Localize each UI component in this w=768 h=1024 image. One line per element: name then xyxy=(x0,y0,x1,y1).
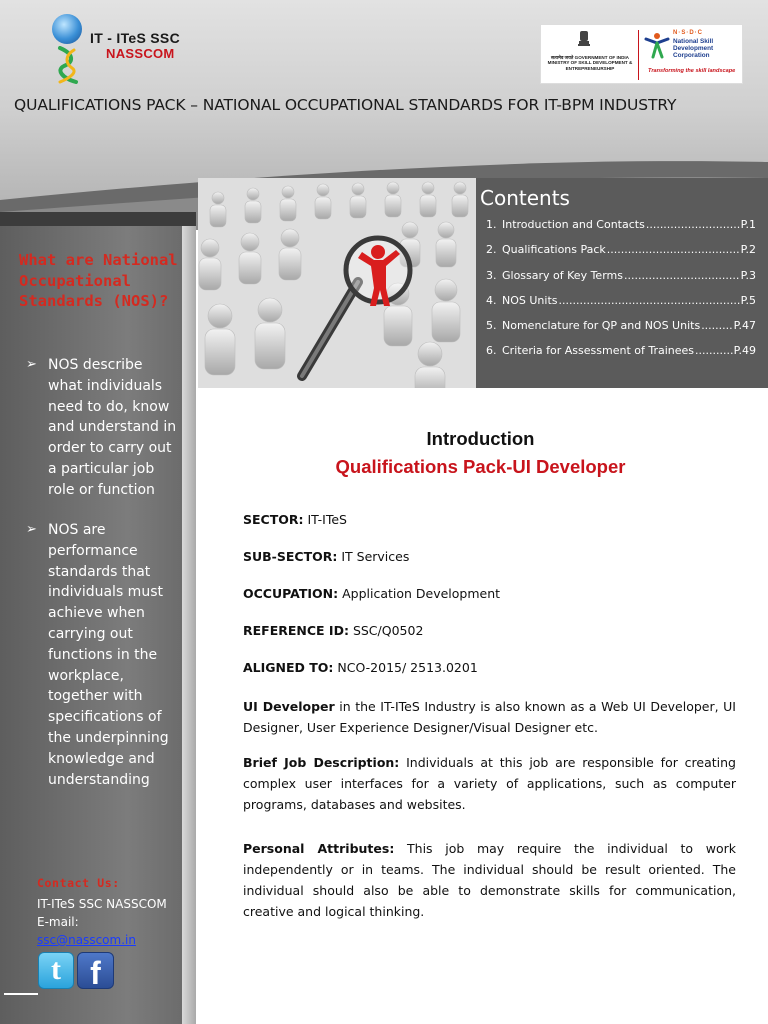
toc-label: Qualifications Pack xyxy=(502,243,606,257)
toc-label: Nomenclature for QP and NOS Units xyxy=(502,319,701,333)
sector-field xyxy=(243,512,347,527)
toc-leader-dots xyxy=(695,344,733,357)
contents-box xyxy=(476,178,768,388)
sub-sector-field xyxy=(243,549,409,564)
toc-page: P.1 xyxy=(740,218,756,231)
toc-number: 1. xyxy=(486,218,497,231)
toc-leader-dots xyxy=(559,294,740,307)
toc-page: P.2 xyxy=(740,243,756,257)
sidebar-edge xyxy=(182,226,196,1024)
toc-number: 3. xyxy=(486,268,497,282)
swoosh-figure-icon xyxy=(56,46,80,84)
toc-item[interactable] xyxy=(486,218,756,243)
toc-item[interactable] xyxy=(486,319,756,344)
toc-page: P.47 xyxy=(733,319,756,333)
paragraph-text: Individuals at this job are responsible for creating complex user interfaces for a variety of applications, such as computer programs, databases and websites. xyxy=(243,755,736,812)
paragraph-label: Personal Attributes: xyxy=(243,841,395,856)
logo-divider xyxy=(638,30,639,80)
contact-organization: IT-ITeS SSC NASSCOM xyxy=(37,897,167,911)
toc-label: Glossary of Key Terms xyxy=(502,268,623,282)
toc-page: P.5 xyxy=(740,293,756,307)
ssc-logo-line1: IT - ITeS SSC xyxy=(90,30,180,46)
paragraph-label: UI Developer xyxy=(243,699,335,714)
contact-heading: Contact Us: xyxy=(37,876,120,890)
contents-list xyxy=(486,218,756,370)
toc-page: P.49 xyxy=(733,344,756,358)
field-label: SECTOR: xyxy=(243,512,304,527)
arrow-bullet-icon: ➢ xyxy=(26,522,37,537)
toc-label: Criteria for Assessment of Trainees xyxy=(502,344,695,358)
aligned-to-field xyxy=(243,660,478,675)
toc-item[interactable] xyxy=(486,294,756,319)
contents-title: Contents xyxy=(480,186,570,210)
toc-leader-dots xyxy=(701,319,732,332)
national-emblem-icon xyxy=(577,29,591,51)
paragraph-label: Brief Job Description: xyxy=(243,755,400,770)
ssc-logo-line2: NASSCOM xyxy=(106,46,175,61)
field-label: ALIGNED TO: xyxy=(243,660,334,675)
toc-page: P.3 xyxy=(740,268,756,282)
document-title: QUALIFICATIONS PACK – NATIONAL OCCUPATIONAL STANDARDS FOR IT-BPM INDUSTRY xyxy=(14,96,677,114)
toc-number: 4. xyxy=(486,293,497,307)
personal-attributes-paragraph xyxy=(243,838,736,922)
toc-label: NOS Units xyxy=(502,293,558,307)
footer-rule xyxy=(4,993,38,995)
twitter-icon[interactable]: t xyxy=(38,952,74,989)
arrow-bullet-icon: ➢ xyxy=(26,357,37,372)
gov-logo-text: सत्यमेव जयते GOVERNMENT OF INDIA MINISTRY OF SKILL DEVELOPMENT & ENTREPRENEURSHIP xyxy=(547,55,633,71)
facebook-icon[interactable]: f xyxy=(77,952,114,989)
field-label: SUB-SECTOR: xyxy=(243,549,338,564)
field-value: IT-ITeS xyxy=(303,512,347,527)
field-value: SSC/Q0502 xyxy=(348,623,424,638)
qualification-pack-title: Qualifications Pack-UI Developer xyxy=(335,456,626,477)
nos-bullet-text: NOS describe what individuals need to do, know and understand in order to carry out a particular job role or function xyxy=(48,357,177,498)
nos-bullet xyxy=(26,355,180,501)
contact-email-link[interactable]: ssc@nasscom.in xyxy=(37,933,136,947)
gov-nsdc-logo xyxy=(540,24,743,84)
nsdc-figure-icon xyxy=(644,31,670,59)
field-label: OCCUPATION: xyxy=(243,586,339,601)
toc-number: 5. xyxy=(486,319,497,333)
intro-heading: Introduction xyxy=(426,428,535,449)
contact-email-label: E-mail: xyxy=(37,915,79,929)
nsdc-tagline: Transforming the skill landscape xyxy=(648,68,736,74)
globe-icon xyxy=(52,14,82,44)
toc-item[interactable] xyxy=(486,269,756,294)
toc-leader-dots xyxy=(624,269,740,282)
toc-number: 2. xyxy=(486,243,497,257)
paragraph-text: This job may require the individual to work independently or in teams. The individual should be result oriented. The individual should also be able to demonstrate skills for communication, creative and logical thinking. xyxy=(243,841,736,919)
field-label: REFERENCE ID: xyxy=(243,623,349,638)
field-value: NCO-2015/ 2513.0201 xyxy=(333,660,478,675)
occupation-field xyxy=(243,586,500,601)
toc-item[interactable] xyxy=(486,344,756,369)
toc-label: Introduction and Contacts xyxy=(502,218,645,231)
toc-leader-dots xyxy=(607,243,740,256)
toc-number: 6. xyxy=(486,344,497,358)
also-known-as-paragraph xyxy=(243,696,736,738)
reference-id-field xyxy=(243,623,423,638)
field-value: Application Development xyxy=(338,586,501,601)
nos-heading: What are National Occupational Standards (NOS)? xyxy=(19,251,178,311)
brief-job-description-paragraph xyxy=(243,752,736,815)
hero-crowd-magnifier-image xyxy=(198,178,476,388)
field-value: IT Services xyxy=(337,549,410,564)
nos-bullet-text: NOS are performance standards that individuals must achieve when carrying out functions in the workplace, together with specifications of the underpinning knowledge and understanding xyxy=(48,522,169,788)
it-ites-ssc-nasscom-logo xyxy=(48,12,198,86)
nsdc-acronym: N·S·D·C xyxy=(673,30,703,36)
toc-leader-dots xyxy=(646,218,740,231)
nsdc-name: National Skill Development Corporation xyxy=(673,38,714,59)
nos-bullet xyxy=(26,520,180,790)
toc-item[interactable] xyxy=(486,243,756,268)
paragraph-text: in the IT-ITeS Industry is also known as a Web UI Developer, UI Designer, User Experience Designer/Visual Designer etc. xyxy=(243,699,736,735)
